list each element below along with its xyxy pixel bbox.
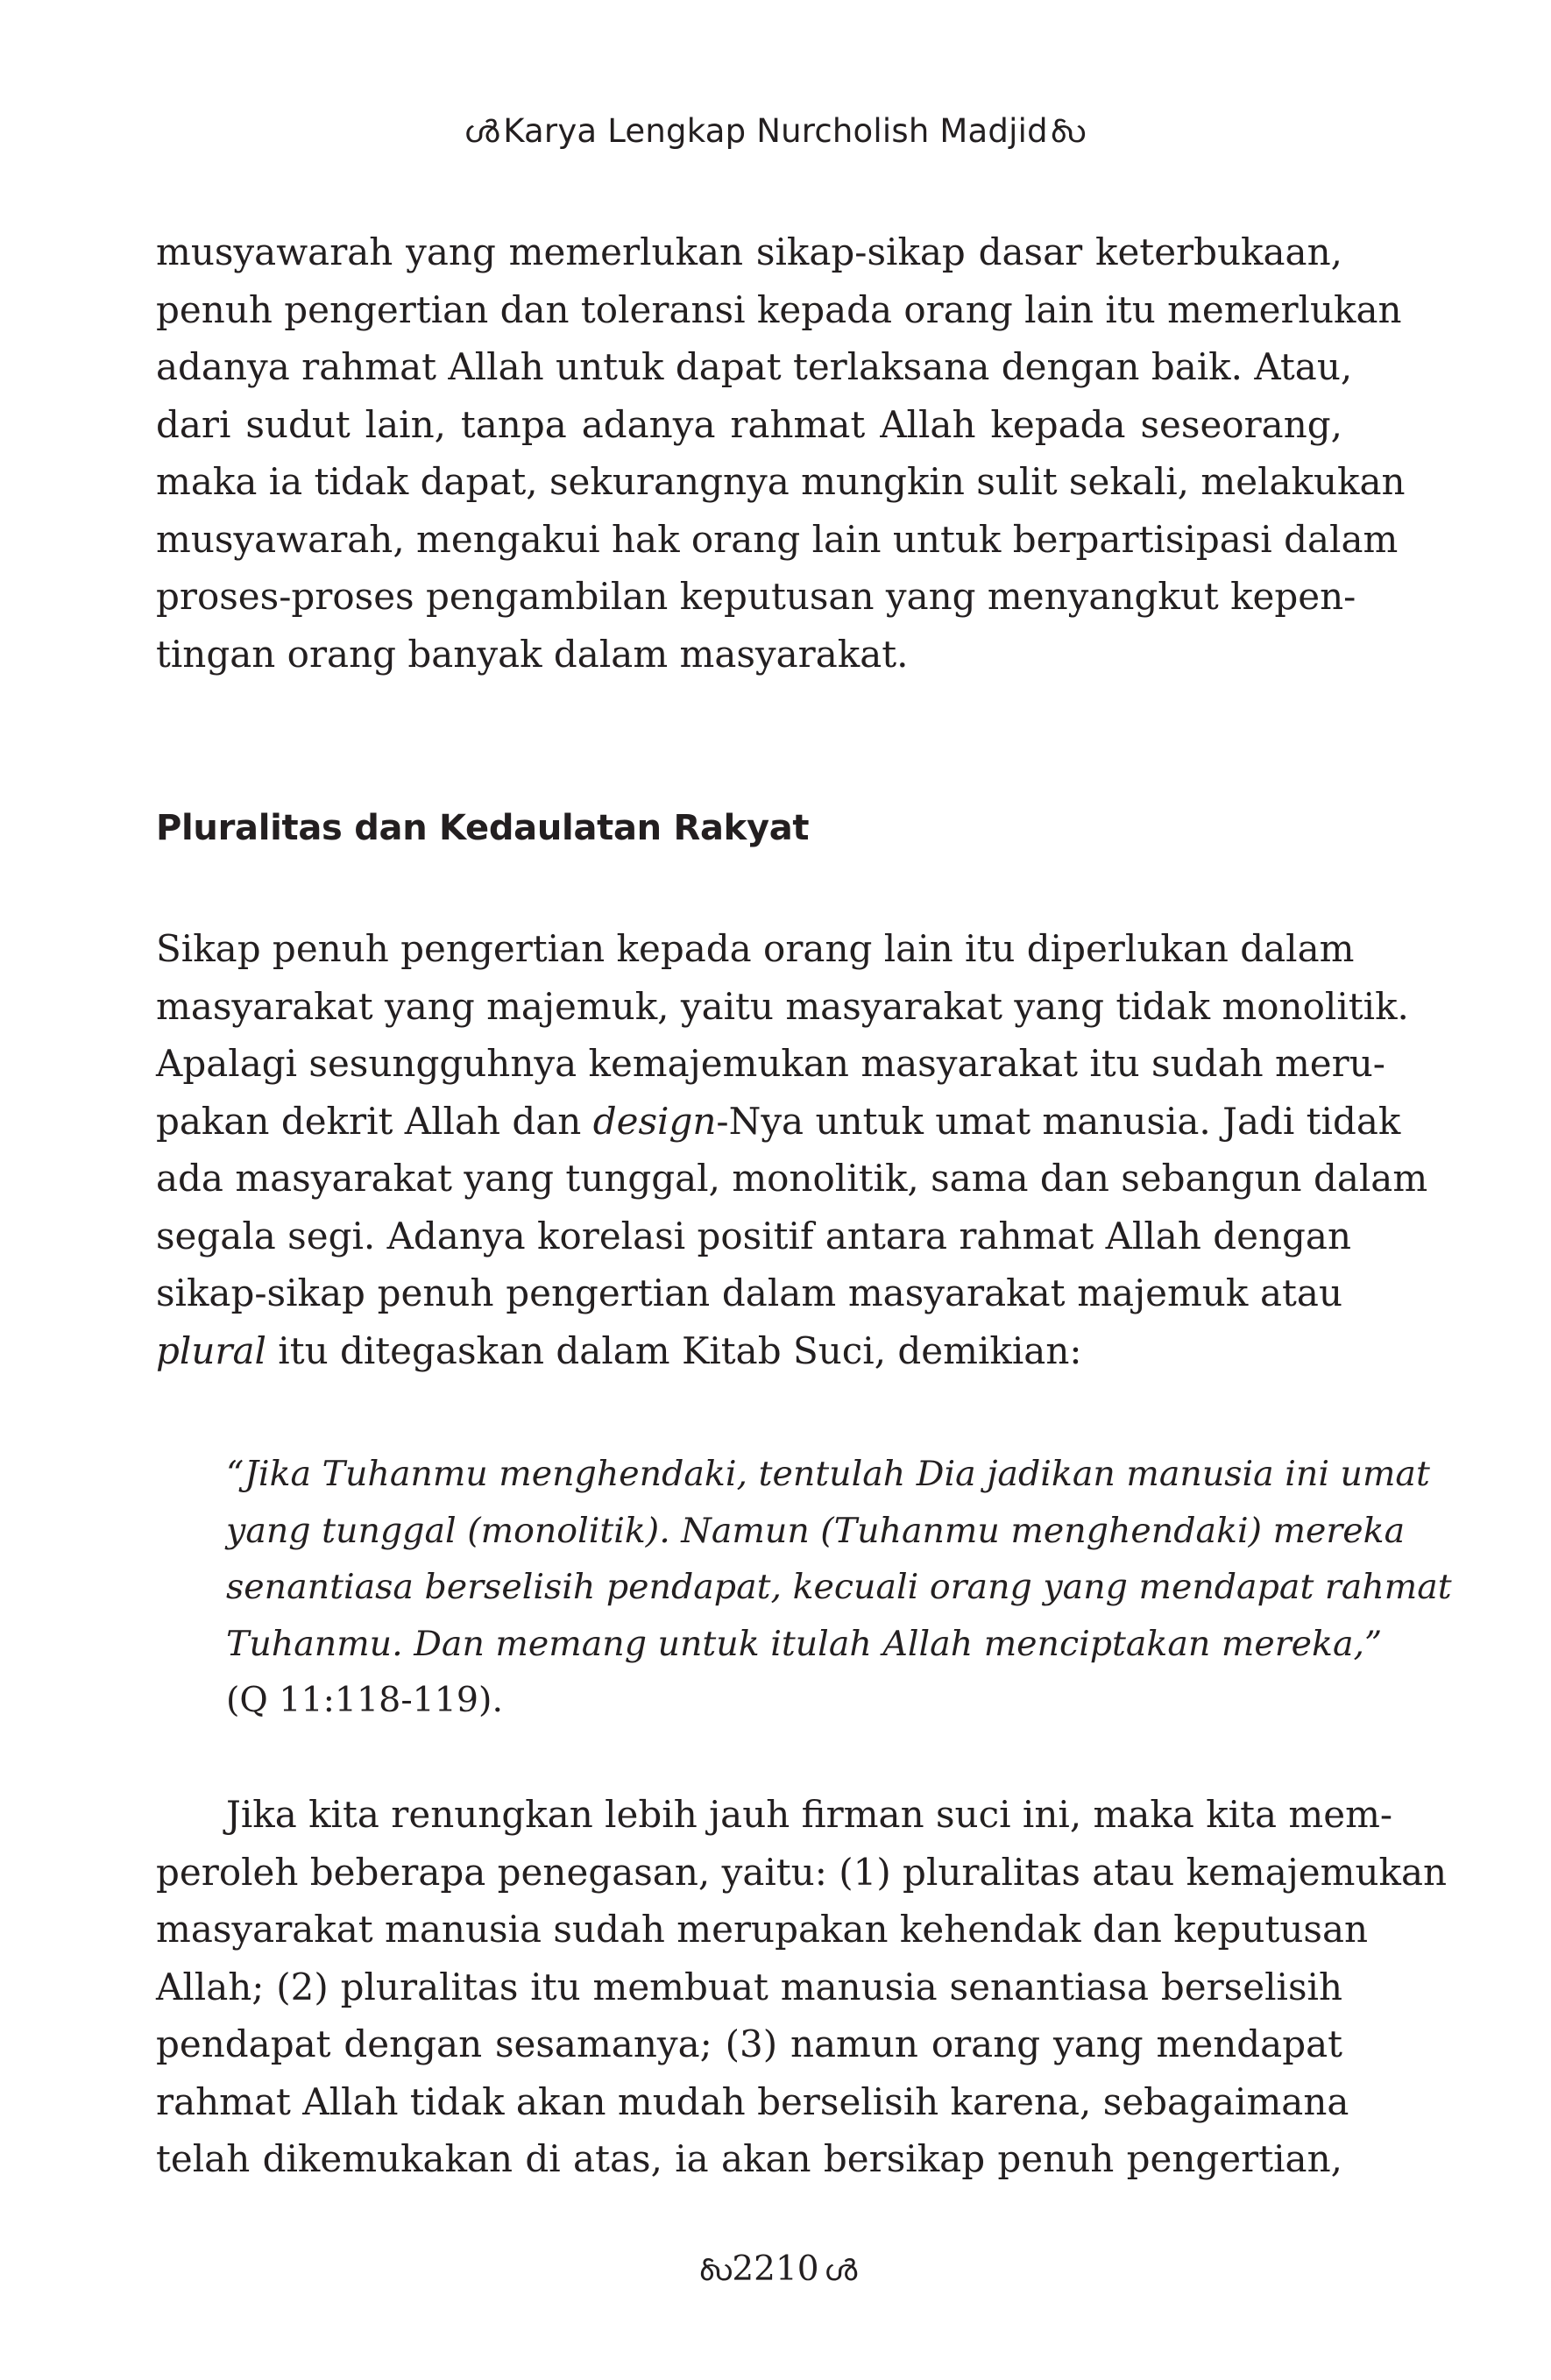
paragraph-line: maka ia tidak dapat, sekurangnya mungkin sulit sekali, melakukan xyxy=(156,460,1406,503)
paragraph-line: tingan orang banyak dalam masyarakat. xyxy=(156,632,909,676)
quote-line: “Jika Tuhanmu menghendaki, tentulah Dia jadikan manusia ini umat xyxy=(226,1454,1430,1494)
paragraph-line: peroleh beberapa penegasan, yaitu: (1) pluralitas atau kemajemukan xyxy=(156,1850,1448,1894)
quote-line: Tuhanmu. Dan memang untuk itulah Allah menciptakan mereka,” xyxy=(226,1623,1383,1664)
scripture-quote xyxy=(226,1446,1452,1729)
paragraph-line: Apalagi sesungguhnya kemajemukan masyarakat itu sudah meru- xyxy=(156,1042,1385,1085)
paragraph-line xyxy=(156,1322,1342,1380)
section-heading: Pluralitas dan Kedaulatan Rakyat xyxy=(156,808,810,848)
paragraph-line: dari sudut lain, tanpa adanya rahmat Allah kepada seseorang, xyxy=(156,402,1342,446)
paragraph-line xyxy=(156,1093,1401,1151)
text-run: pakan dekrit Allah dan xyxy=(156,1099,593,1143)
paragraph-line: musyawarah yang memerlukan sikap-sikap dasar keterbukaan, xyxy=(156,230,1342,273)
page-footer xyxy=(0,2249,1551,2289)
quote-line: senantiasa berselisih pendapat, kecuali orang yang mendapat rahmat xyxy=(226,1567,1452,1607)
paragraph-line: adanya rahmat Allah untuk dapat terlaksana dengan baik. Atau, xyxy=(156,345,1353,388)
quote-line: yang tunggal (monolitik). Namun (Tuhanmu menghendaki) mereka xyxy=(226,1510,1406,1551)
paragraph-line: sikap-sikap penuh pengertian dalam masyarakat majemuk atau xyxy=(156,1271,1342,1314)
paragraph-line: Allah; (2) pluralitas itu membuat manusia senantiasa berselisih xyxy=(156,1965,1342,2008)
paragraph-line: Jika kita renungkan lebih jauh firman suci ini, maka kita mem- xyxy=(226,1793,1393,1836)
paragraph-1 xyxy=(156,223,1406,683)
paragraph-line: ada masyarakat yang tunggal, monolitik, sama dan sebangun dalam xyxy=(156,1157,1428,1200)
emphasis-design: design xyxy=(592,1099,717,1143)
paragraph-line: telah dikemukakan di atas, ia akan bersikap penuh pengertian, xyxy=(156,2137,1342,2180)
text-run: itu ditegaskan dalam Kitab Suci, demikian: xyxy=(266,1328,1082,1372)
paragraph-line: proses-proses pengambilan keputusan yang menyangkut kepen- xyxy=(156,575,1356,618)
paragraph-line: musyawarah, mengakui hak orang lain untuk berpartisipasi dalam xyxy=(156,517,1399,561)
footer-ornament-right-icon: ൾ xyxy=(823,2254,857,2287)
running-header xyxy=(0,112,1551,150)
header-ornament-left-icon: ൾ xyxy=(463,115,499,150)
paragraph-2 xyxy=(156,920,1428,1379)
paragraph-line: rahmat Allah tidak akan mudah berselisih karena, sebagaimana xyxy=(156,2079,1349,2123)
emphasis-plural: plural xyxy=(156,1328,266,1372)
footer-ornament-left-icon: ൾ xyxy=(701,2254,735,2287)
paragraph-line: masyarakat yang majemuk, yaitu masyarakat yang tidak monolitik. xyxy=(156,984,1409,1028)
paragraph-line: Sikap penuh pengertian kepada orang lain itu diperlukan dalam xyxy=(156,927,1355,970)
paragraph-line: penuh pengertian dan toleransi kepada orang lain itu memerlukan xyxy=(156,287,1402,331)
text-run: -Nya untuk umat manusia. Jadi tidak xyxy=(716,1099,1401,1143)
paragraph-line: pendapat dengan sesamanya; (3) namun orang yang mendapat xyxy=(156,2022,1342,2065)
paragraph-line: segala segi. Adanya korelasi positif antara rahmat Allah dengan xyxy=(156,1214,1351,1257)
page-number: 2210 xyxy=(732,2249,819,2289)
paragraph-line: masyarakat manusia sudah merupakan kehendak dan keputusan xyxy=(156,1908,1369,1951)
header-ornament-right-icon: ൾ xyxy=(1052,115,1088,150)
quote-reference: (Q 11:118-119). xyxy=(226,1680,504,1720)
paragraph-3 xyxy=(156,1786,1448,2188)
header-title: Karya Lengkap Nurcholish Madjid xyxy=(503,112,1048,150)
